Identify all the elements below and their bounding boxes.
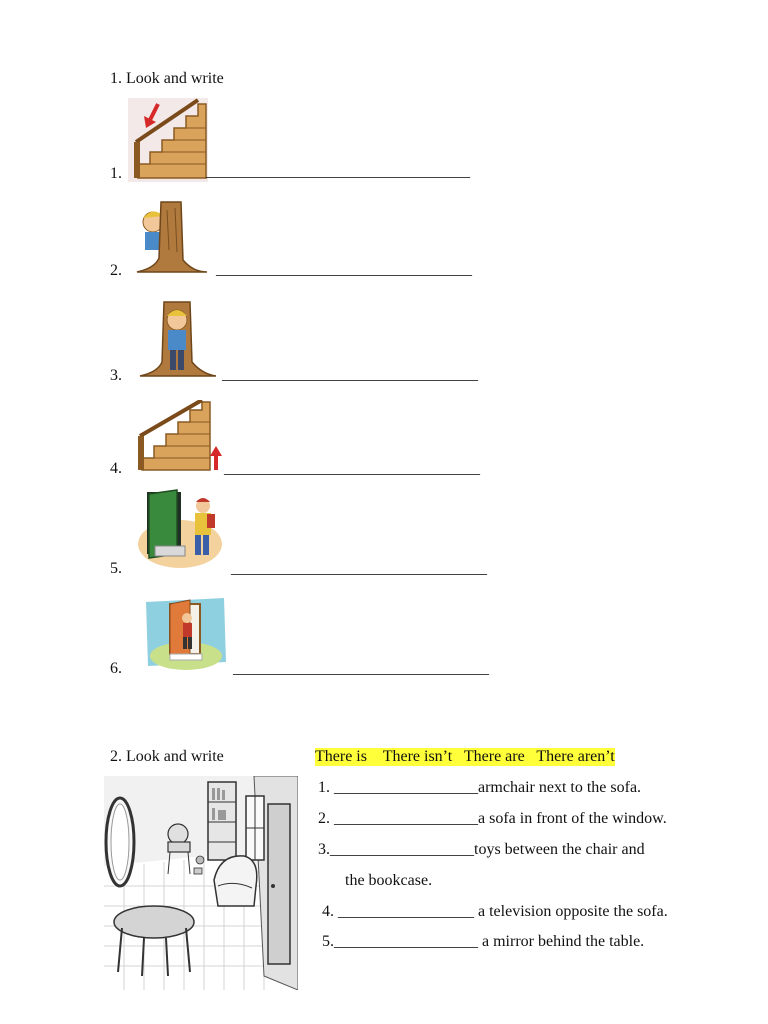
item-5-number: 5. (110, 560, 122, 577)
item-2-answer-line[interactable]: ________________________________ (216, 261, 472, 278)
stairs-up-icon (136, 400, 226, 474)
item-1-number: 1. (110, 165, 122, 182)
item-3-answer-line[interactable]: ________________________________ (222, 366, 478, 383)
sentence-3: 3.__________________toys between the chair and (318, 841, 645, 858)
item-1-answer-line[interactable]: _________________________________ (206, 163, 470, 180)
item-3-number: 3. (110, 367, 122, 384)
item-6-answer-line[interactable]: ________________________________ (233, 660, 489, 677)
section2-title: 2. Look and write (110, 748, 224, 765)
word-bank: There is There isn’t There are There aren’t (315, 748, 615, 765)
item-4-number: 4. (110, 460, 122, 477)
sentence-5: 5.__________________ a mirror behind the table. (322, 933, 645, 950)
section1-title: 1. Look and write (110, 70, 224, 87)
item-6-number: 6. (110, 660, 122, 677)
living-room-illustration (104, 776, 298, 990)
sentence-2: 2. __________________a sofa in front of the window. (318, 810, 667, 827)
sentence-3-continued: the bookcase. (345, 872, 433, 889)
boy-behind-tree-icon (133, 200, 209, 276)
boy-in-front-of-tree-icon (136, 300, 218, 380)
stairs-down-icon (128, 98, 208, 182)
item-2-number: 2. (110, 262, 122, 279)
sentence-1: 1. __________________armchair next to the sofa. (318, 779, 642, 796)
boy-coming-in-door-icon (144, 596, 228, 674)
item-4-answer-line[interactable]: ________________________________ (224, 460, 480, 477)
item-5-answer-line[interactable]: ________________________________ (231, 560, 487, 577)
boy-going-out-door-icon (137, 488, 223, 572)
sentence-4: 4. _________________ a television opposite the sofa. (322, 903, 668, 920)
